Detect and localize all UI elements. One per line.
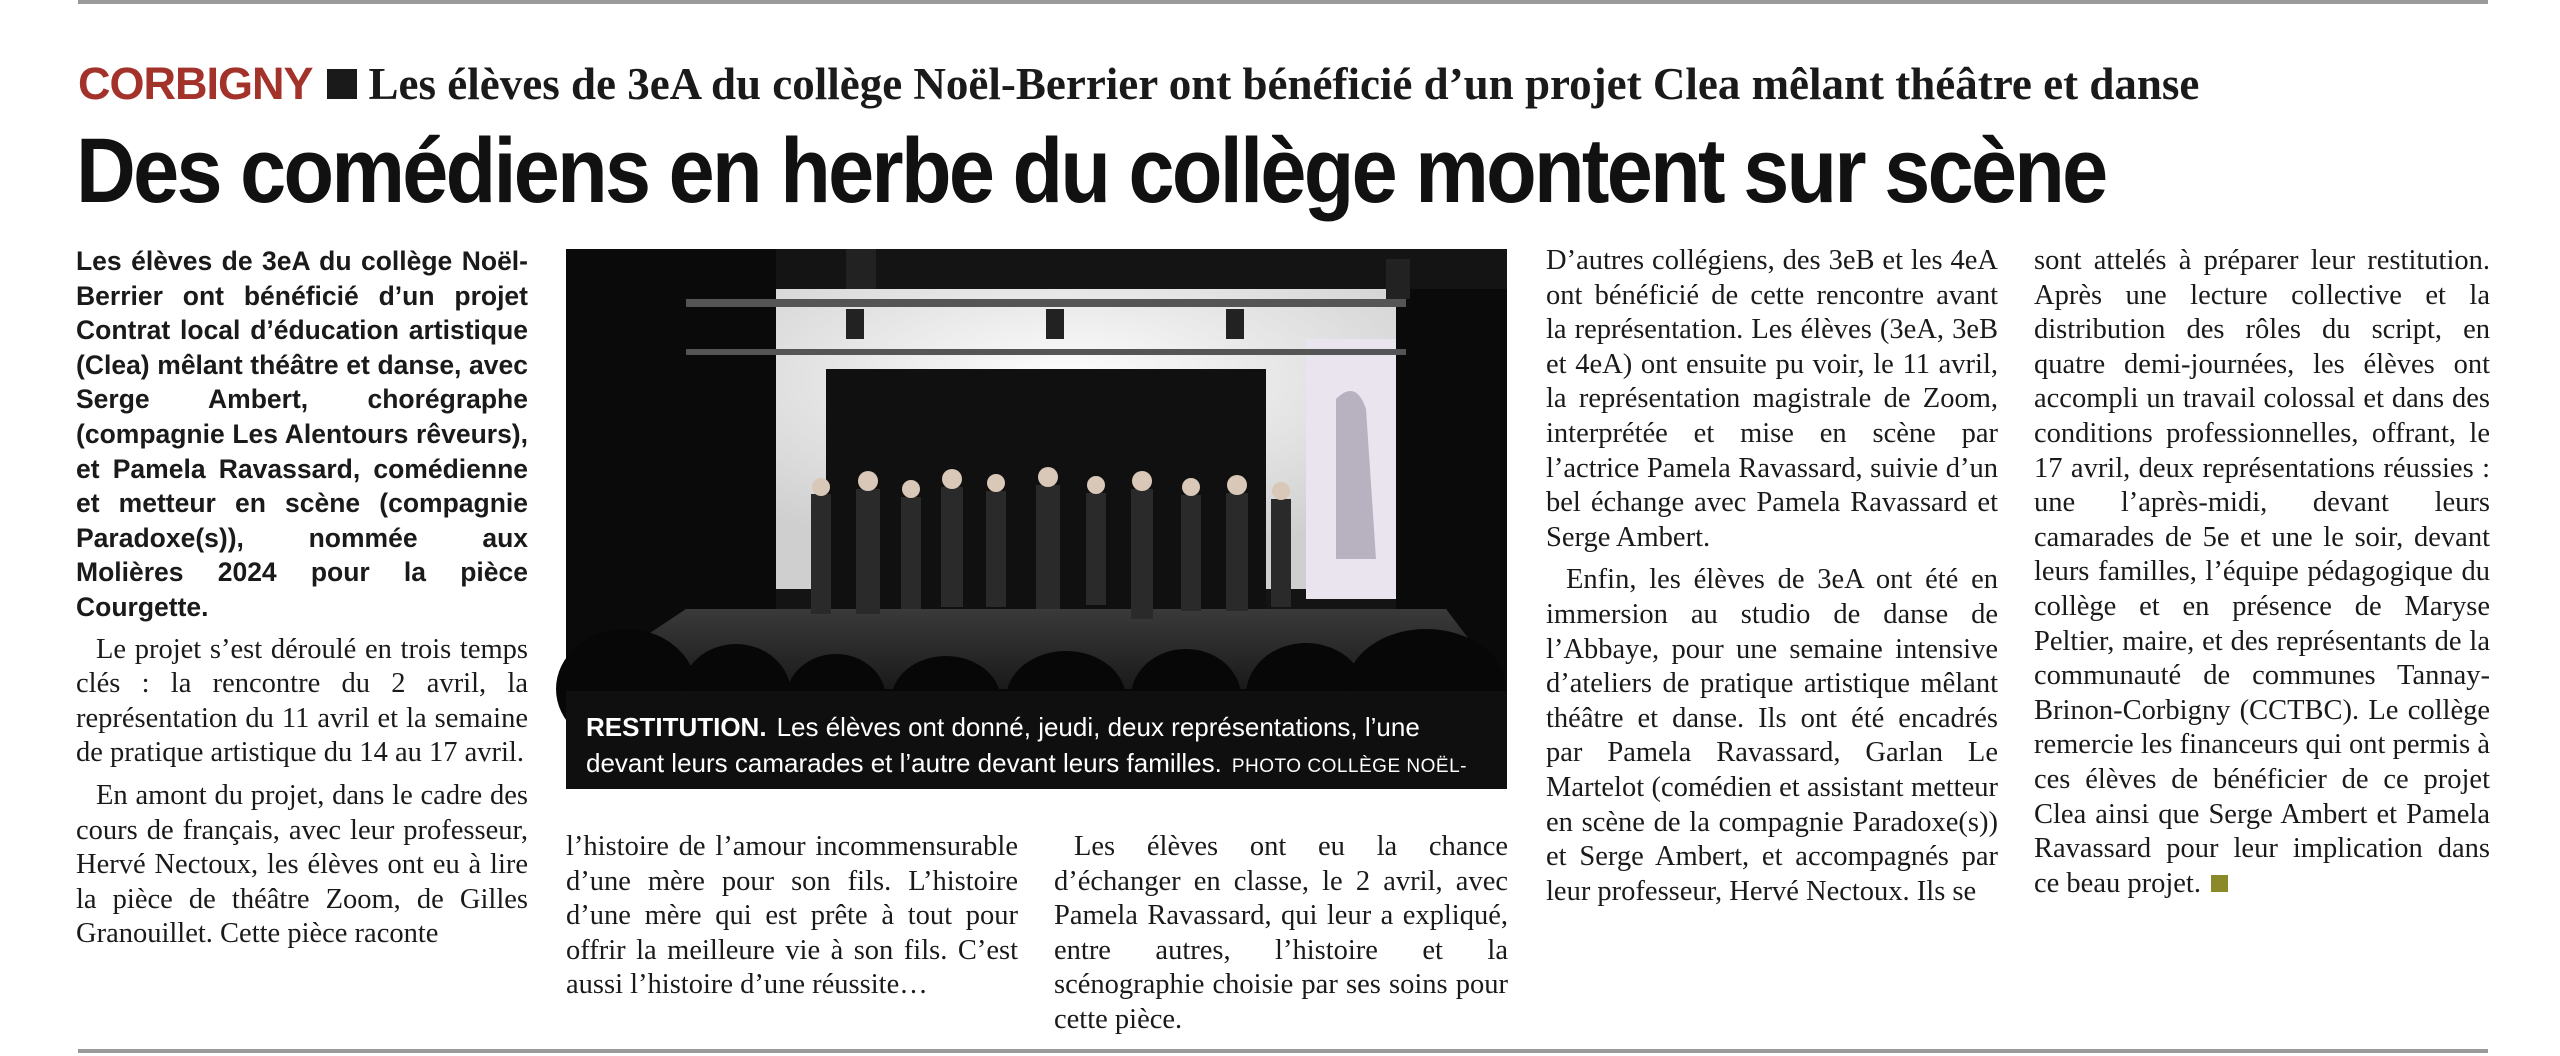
- article-photo: [566, 249, 1507, 817]
- photo-credit: PHOTO COLLÈGE NOËL-BERRIER: [586, 756, 1467, 817]
- end-mark-icon: [2211, 875, 2228, 892]
- column-4: [1546, 244, 1998, 909]
- top-rule: [78, 0, 2488, 4]
- paragraph: [2034, 244, 2490, 901]
- paragraph: En amont du projet, dans le cadre des cours de français, avec leur professeur, Hervé Nectoux, les élèves ont eu à lire la pièce de théâtre Zoom, de Gilles Granouillet. Cette pièce raconte: [76, 779, 528, 950]
- column-2: [566, 830, 1018, 1003]
- paragraph: Le projet s’est déroulé en trois temps clés : la rencontre du 2 avril, la représentation du 11 avril et la semaine de pratique artistique du 14 au 17 avril.: [76, 633, 528, 769]
- headline: Des comédiens en herbe du collège montent sur scène: [76, 120, 2106, 222]
- location-label: CORBIGNY: [78, 58, 313, 109]
- column-3: [1054, 830, 1508, 1038]
- photo-caption: [566, 691, 1507, 817]
- paragraph: l’histoire de l’amour incommensurable d’une mère pour son fils. L’histoire d’une mère qui est prête à tout pour offrir la meilleure vie à son fils. C’est aussi l’histoire d’une réussite…: [566, 831, 1018, 1001]
- paragraph: Les élèves ont eu la chance d’échanger en classe, le 2 avril, avec Pamela Ravassard, qui leur a expliqué, entre autres, l’histoire et la scénographie choisie par ses soins pour cette pièce.: [1054, 831, 1508, 1035]
- column-1: [76, 244, 528, 952]
- column-5: [2034, 244, 2490, 901]
- closing-text: sont attelés à préparer leur restitution. Après une lecture collective et la distribution des rôles du script, en quatre demi-journées, les élèves ont accompli un travail colossal et dans des conditions professionnelles, offrant, le 17 avril, deux représentations réussies : une l’après-midi, devant leurs camarades de 5e et une le soir, devant leurs familles, l’équipe pédagogique du collège et en présence de Maryse Peltier, maire, et des représentants de la communauté de communes Tannay-Brinon-Corbigny (CCTBC). Le collège remercie les financeurs qui ont permis à ces élèves de bénéficier de ce projet Clea ainsi que Serge Ambert et Pamela Ravassard pour leur implication dans ce beau projet.: [2034, 245, 2490, 899]
- square-bullet-icon: [327, 69, 357, 99]
- paragraph: D’autres collégiens, des 3eB et les 4eA ont bénéficié de cette rencontre avant la représentation. Les élèves (3eA, 3eB et 4eA) ont ensuite pu voir, le 11 avril, la représentation magistrale de Zoom, interprétée et mise en scène par l’actrice Pamela Ravassard, suivie d’un bel échange avec Pamela Ravassard et Serge Ambert.: [1546, 245, 1998, 553]
- caption-label: RESTITUTION.: [586, 712, 767, 742]
- kicker-text: Les élèves de 3eA du collège Noël-Berrier ont bénéficié d’un projet Clea mêlant théâtre et danse: [368, 59, 2200, 109]
- bottom-rule: [78, 1049, 2488, 1053]
- caption-text: Les élèves ont donné, jeudi, deux représentations, l’une devant leurs camarades et l’autre devant leurs familles.: [586, 712, 1420, 778]
- kicker-line: [78, 56, 2199, 112]
- paragraph: Enfin, les élèves de 3eA ont été en immersion au studio de danse de l’Abbaye, pour une semaine intensive d’ateliers de pratique artistique mêlant théâtre et danse. Ils ont été encadrés par Pamela Ravassard, Garlan Le Martelot (comédien et assistant metteur en scène de la compagnie Paradoxe(s)) et Serge Ambert, et accompagnés par leur professeur, Hervé Nectoux. Ils se: [1546, 564, 1998, 907]
- lede-paragraph: Les élèves de 3eA du collège Noël-Berrier ont bénéficié d’un projet Contrat local d’éducation artistique (Clea) mêlant théâtre et danse, avec Serge Ambert, chorégraphe (compagnie Les Alentours rêveurs), et Pamela Ravassard, comédienne et metteur en scène (compagnie Paradoxe(s)), nommée aux Molières 2024 pour la pièce Courgette.: [76, 246, 528, 622]
